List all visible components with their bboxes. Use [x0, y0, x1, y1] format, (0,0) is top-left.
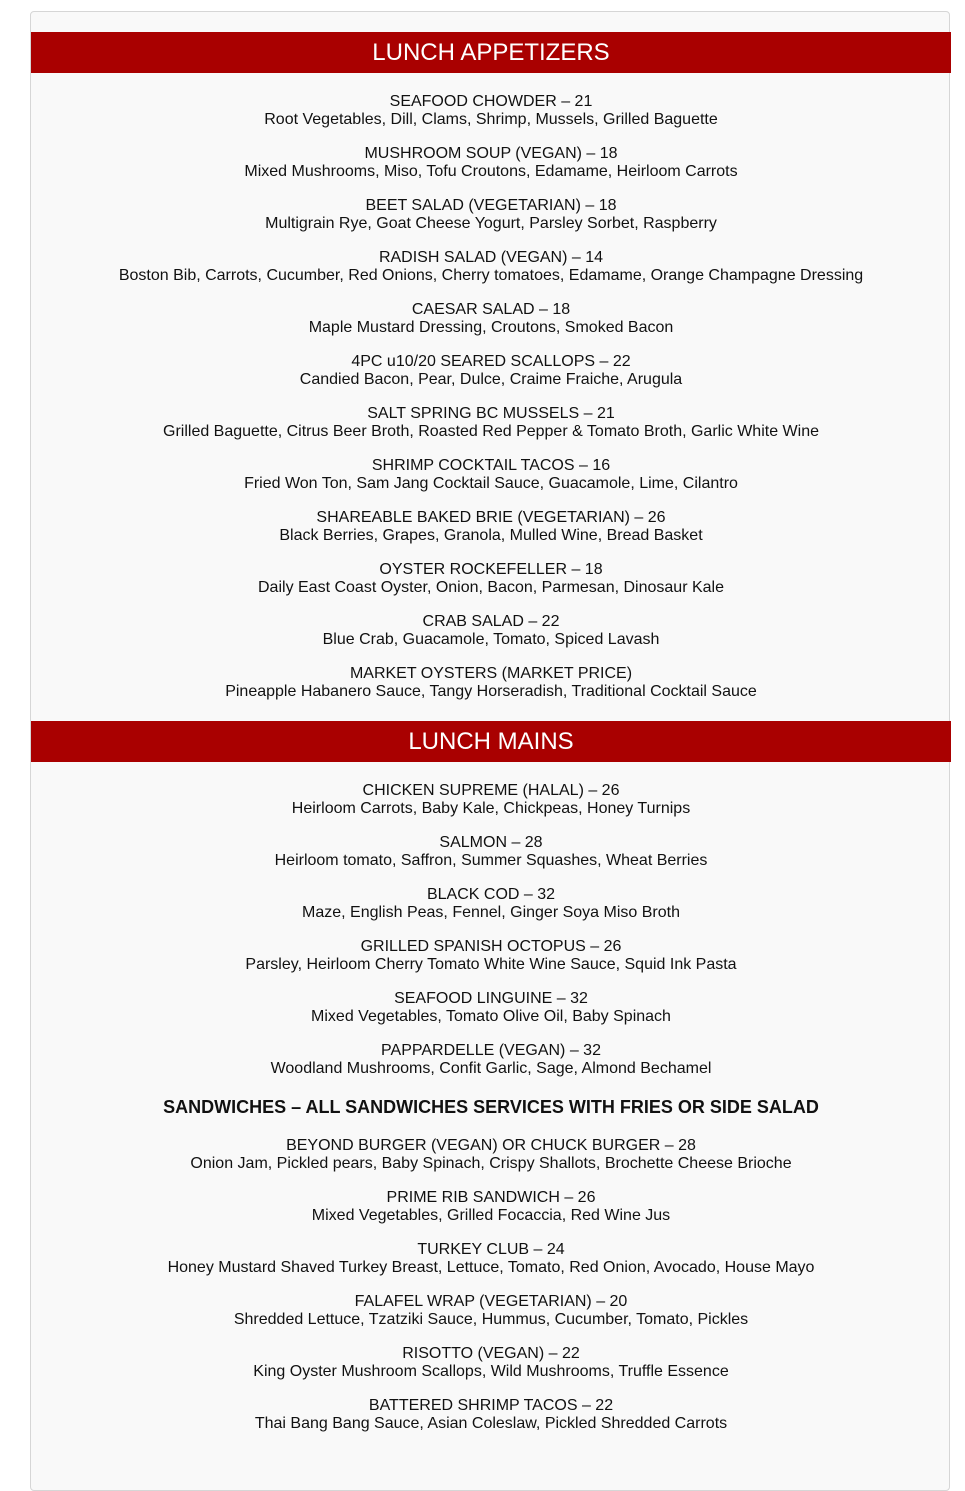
menu-item [31, 665, 951, 701]
menu-item [31, 561, 951, 597]
menu-item-description: Mixed Mushrooms, Miso, Tofu Croutons, Edamame, Heirloom Carrots [244, 163, 738, 180]
menu-item [31, 197, 951, 233]
menu-item-name: PRIME RIB SANDWICH – 26 [386, 1189, 596, 1206]
menu-item-name: RADISH SALAD (VEGAN) – 14 [378, 249, 604, 266]
menu-item-description: Shredded Lettuce, Tzatziki Sauce, Hummus, Cucumber, Tomato, Pickles [233, 1311, 749, 1328]
menu-item-description: Maple Mustard Dressing, Croutons, Smoked Bacon [308, 319, 674, 336]
menu-item-name: FALAFEL WRAP (VEGETARIAN) – 20 [354, 1293, 628, 1310]
menu-item-name: OYSTER ROCKEFELLER – 18 [379, 561, 603, 578]
menu-item-name: SALMON – 28 [439, 834, 543, 851]
menu-item-description: Honey Mustard Shaved Turkey Breast, Lettuce, Tomato, Red Onion, Avocado, House Mayo [167, 1259, 815, 1276]
menu-item-description: Multigrain Rye, Goat Cheese Yogurt, Parsley Sorbet, Raspberry [265, 215, 717, 232]
menu-item [31, 1293, 951, 1329]
menu-card [30, 11, 950, 1491]
menu-item [31, 938, 951, 974]
menu-item [31, 1241, 951, 1277]
menu-item [31, 145, 951, 181]
menu-item-description: Fried Won Ton, Sam Jang Cocktail Sauce, Guacamole, Lime, Cilantro [244, 475, 738, 492]
menu-item [31, 353, 951, 389]
menu-item [31, 1397, 951, 1433]
menu-item-description: Candied Bacon, Pear, Dulce, Craime Fraiche, Arugula [299, 371, 683, 388]
menu-item-description: Blue Crab, Guacamole, Tomato, Spiced Lavash [322, 631, 660, 648]
menu-item-description: Pineapple Habanero Sauce, Tangy Horseradish, Traditional Cocktail Sauce [225, 683, 757, 700]
menu-item-description: Grilled Baguette, Citrus Beer Broth, Roasted Red Pepper & Tomato Broth, Garlic White Wine [163, 423, 819, 440]
menu-item [31, 886, 951, 922]
menu-item-name: SHRIMP COCKTAIL TACOS – 16 [371, 457, 611, 474]
menu-item [31, 1137, 951, 1173]
menu-item-name: SALT SPRING BC MUSSELS – 21 [367, 405, 615, 422]
menu-item-name: 4PC u10/20 SEARED SCALLOPS – 22 [351, 353, 631, 370]
menu-item-description: Heirloom Carrots, Baby Kale, Chickpeas, Honey Turnips [291, 800, 691, 817]
menu-item-description: Boston Bib, Carrots, Cucumber, Red Onions, Cherry tomatoes, Edamame, Orange Champagne Dressing [118, 267, 864, 284]
menu-item [31, 457, 951, 493]
menu-item-description: Daily East Coast Oyster, Onion, Bacon, Parmesan, Dinosaur Kale [258, 579, 724, 596]
menu-item [31, 301, 951, 337]
menu-item-name: BEET SALAD (VEGETARIAN) – 18 [365, 197, 617, 214]
menu-item-description: Heirloom tomato, Saffron, Summer Squashes, Wheat Berries [274, 852, 708, 869]
menu-item [31, 509, 951, 545]
sandwiches-heading: SANDWICHES – ALL SANDWICHES SERVICES WITH FRIES OR SIDE SALAD [163, 1097, 819, 1117]
menu-item-description: Mixed Vegetables, Tomato Olive Oil, Baby Spinach [311, 1008, 671, 1025]
menu-item-name: CAESAR SALAD – 18 [411, 301, 571, 318]
menu-item-description: Woodland Mushrooms, Confit Garlic, Sage, Almond Bechamel [270, 1060, 712, 1077]
menu-item-description: King Oyster Mushroom Scallops, Wild Mushrooms, Truffle Essence [253, 1363, 729, 1380]
appetizers-header: LUNCH APPETIZERS [31, 32, 951, 73]
menu-item-name: SEAFOOD LINGUINE – 32 [394, 990, 588, 1007]
menu-item [31, 249, 951, 285]
menu-item [31, 834, 951, 870]
menu-item [31, 1189, 951, 1225]
menu-item [31, 1042, 951, 1078]
menu-item-name: BLACK COD – 32 [426, 886, 556, 903]
menu-item-description: Mixed Vegetables, Grilled Focaccia, Red Wine Jus [311, 1207, 671, 1224]
menu-item-name: SHAREABLE BAKED BRIE (VEGETARIAN) – 26 [316, 509, 666, 526]
menu-item [31, 93, 951, 129]
menu-item-name: PAPPARDELLE (VEGAN) – 32 [381, 1042, 601, 1059]
menu-item-description: Maze, English Peas, Fennel, Ginger Soya Miso Broth [302, 904, 680, 921]
menu-item-name: CHICKEN SUPREME (HALAL) – 26 [362, 782, 620, 799]
menu-item-name: RISOTTO (VEGAN) – 22 [402, 1345, 580, 1362]
menu-item [31, 405, 951, 441]
menu-item-name: TURKEY CLUB – 24 [417, 1241, 565, 1258]
menu-item-description: Black Berries, Grapes, Granola, Mulled Wine, Bread Basket [279, 527, 703, 544]
menu-item-name: BEYOND BURGER (VEGAN) OR CHUCK BURGER – 28 [286, 1137, 696, 1154]
mains-header: LUNCH MAINS [31, 721, 951, 762]
menu-item-description: Thai Bang Bang Sauce, Asian Coleslaw, Pickled Shredded Carrots [254, 1415, 728, 1432]
menu-item-name: SEAFOOD CHOWDER – 21 [389, 93, 593, 110]
menu-item-name: BATTERED SHRIMP TACOS – 22 [368, 1397, 614, 1414]
menu-item-name: CRAB SALAD – 22 [422, 613, 560, 630]
menu-item-name: GRILLED SPANISH OCTOPUS – 26 [360, 938, 622, 955]
menu-item-name: MARKET OYSTERS (MARKET PRICE) [349, 665, 633, 682]
menu-item-description: Root Vegetables, Dill, Clams, Shrimp, Mussels, Grilled Baguette [264, 111, 718, 128]
menu-item-name: MUSHROOM SOUP (VEGAN) – 18 [364, 145, 618, 162]
menu-item [31, 1345, 951, 1381]
menu-item [31, 990, 951, 1026]
menu-item-description: Parsley, Heirloom Cherry Tomato White Wine Sauce, Squid Ink Pasta [245, 956, 737, 973]
menu-item [31, 613, 951, 649]
menu-item-description: Onion Jam, Pickled pears, Baby Spinach, Crispy Shallots, Brochette Cheese Brioche [190, 1155, 792, 1172]
menu-item [31, 782, 951, 818]
